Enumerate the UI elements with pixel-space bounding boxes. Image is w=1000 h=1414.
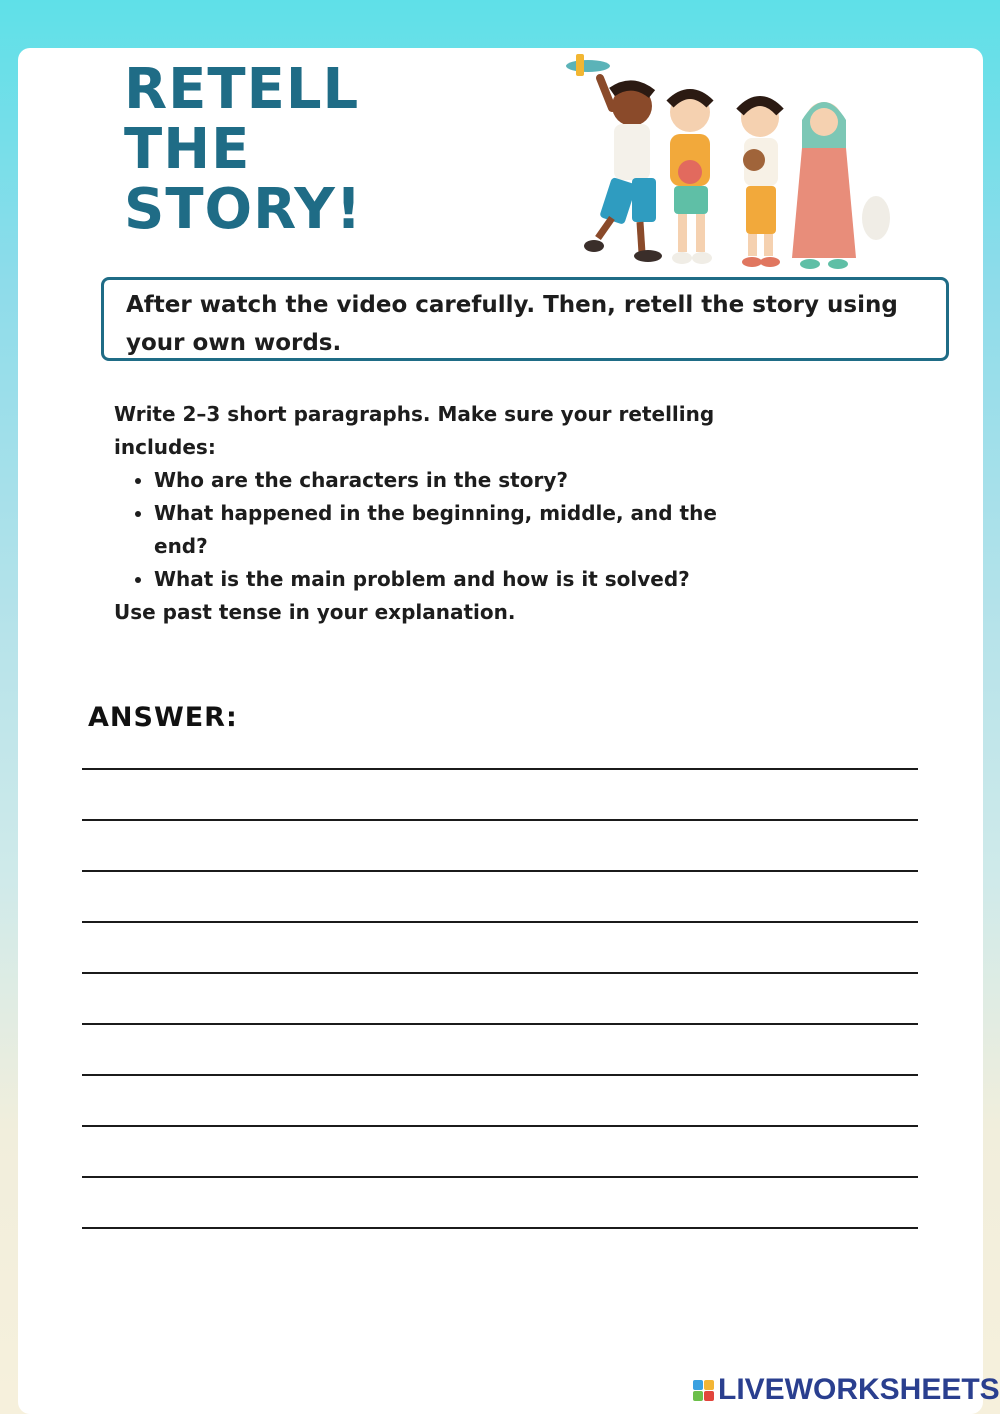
kid-four (792, 102, 890, 269)
guide-bullet: • What happened in the beginning, middle, and the end? (154, 497, 754, 563)
answer-writing-line[interactable] (82, 1125, 918, 1127)
guide-bullet-list (114, 464, 754, 596)
brand-name: LIVEWORKSHEETS (718, 1373, 1000, 1406)
writing-guide (114, 398, 754, 629)
answer-writing-line[interactable] (82, 1023, 918, 1025)
answer-writing-line[interactable] (82, 1176, 918, 1178)
answer-writing-line[interactable] (82, 972, 918, 974)
answer-writing-line[interactable] (82, 921, 918, 923)
title-line: STORY! (124, 177, 363, 242)
children-group-illustration (540, 48, 910, 278)
answer-writing-line[interactable] (82, 1074, 918, 1076)
instruction-box (101, 277, 949, 361)
liveworksheets-logo-icon (693, 1380, 714, 1401)
title-line: RETELL (124, 57, 360, 122)
answer-writing-line[interactable] (82, 819, 918, 821)
answer-lines (82, 768, 918, 1278)
title-line: THE (124, 117, 251, 182)
answer-label: ANSWER: (88, 702, 238, 733)
kid-two (670, 92, 712, 264)
toy-plane-icon (566, 54, 610, 76)
answer-writing-line[interactable] (82, 870, 918, 872)
guide-bullet: • Who are the characters in the story? (154, 464, 754, 497)
kid-one (584, 78, 662, 262)
guide-outro: Use past tense in your explanation. (114, 600, 516, 624)
guide-intro: Write 2–3 short paragraphs. Make sure your retelling includes: (114, 402, 715, 459)
instruction-text: After watch the video carefully. Then, retell the story using your own words. (126, 292, 898, 356)
brand-footer (693, 1373, 1000, 1407)
worksheet-title (124, 57, 363, 242)
guide-bullet: • What is the main problem and how is it solved? (154, 563, 754, 596)
answer-writing-line[interactable] (82, 768, 918, 770)
answer-writing-line[interactable] (82, 1227, 918, 1229)
kid-three (740, 99, 780, 267)
